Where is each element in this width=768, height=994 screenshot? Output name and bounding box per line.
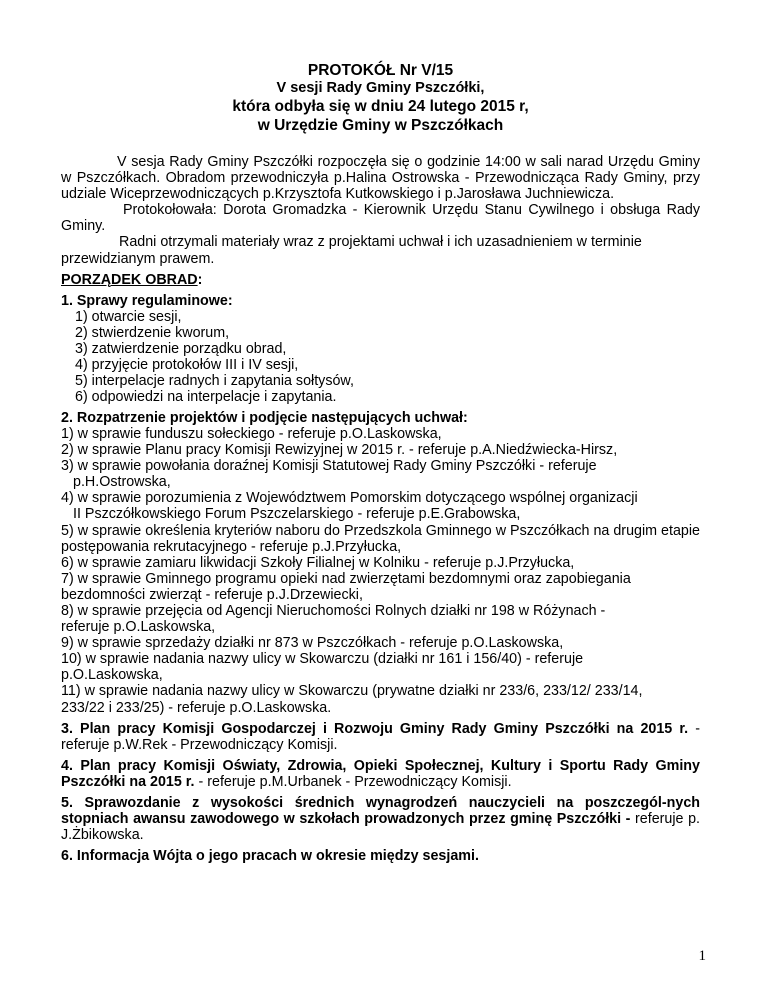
section-5-title: 5. Sprawozdanie z wysokości średnich wynagrodzeń nauczycieli na poszczegól-nych stopniach awansu zawodowego w szkołach prowadzonych przez gminę Pszczółki - xyxy=(61,795,700,828)
list-item: 3) zatwierdzenie porządku obrad, xyxy=(75,340,287,357)
agenda-section-6-title: 6. Informacja Wójta o jego pracach w okresie między sesjami. xyxy=(61,848,479,865)
list-item-continuation: p.H.Ostrowska, xyxy=(73,474,171,491)
agenda-heading-colon: : xyxy=(197,271,203,288)
list-item: 2) stwierdzenie kworum, xyxy=(75,324,230,341)
section-4-speaker: - referuje p.M.Urbanek - Przewodniczący Komisji. xyxy=(194,773,512,790)
list-item-continuation: referuje p.O.Laskowska, xyxy=(61,619,216,636)
section-4-title: 4. Plan pracy Komisji Oświaty, Zdrowia, Opieki Społecznej, Kultury i Sportu Rady Gminy Pszczółki na 2015 r. xyxy=(61,757,700,790)
list-item: 1) w sprawie funduszu sołeckiego - referuje p.O.Laskowska, xyxy=(61,425,442,442)
agenda-section-4 xyxy=(61,758,700,790)
list-item: 3) w sprawie powołania doraźnej Komisji Statutowej Rady Gminy Pszczółki - referuje xyxy=(61,458,597,475)
intro-paragraph: V sesja Rady Gminy Pszczółki rozpoczęła się o godzinie 14:00 w sali narad Urzędu Gminy w Pszczółkach. Obradom przewodniczyła p.Halina Ostrowska - Przewodnicząca Rady Gminy, przy udziale Wiceprzewodniczących p.Krzysztofa Kutkowskiego i p.Jarosława Juchniewicza. xyxy=(61,154,700,203)
agenda-heading-text: PORZĄDEK OBRAD xyxy=(61,271,198,288)
list-item: 4) przyjęcie protokołów III i IV sesji, xyxy=(75,356,299,373)
list-item-continuation: II Pszczółkowskiego Forum Pszczelarskiego - referuje p.E.Grabowska, xyxy=(73,506,521,523)
regulatory-items-list xyxy=(61,309,700,405)
list-item: 5) interpelacje radnych i zapytania sołtysów, xyxy=(75,372,354,389)
agenda-section-3 xyxy=(61,721,700,753)
list-item: 7) w sprawie Gminnego programu opieki nad zwierzętami bezdomnymi oraz zapobiegania xyxy=(61,570,631,587)
protocol-title: PROTOKÓŁ Nr V/15 xyxy=(307,62,454,79)
list-item: 1) otwarcie sesji, xyxy=(75,308,182,325)
list-item: 6) w sprawie zamiaru likwidacji Szkoły Filialnej w Kolniku - referuje p.J.Przyłucka, xyxy=(61,554,575,571)
list-item: 2) w sprawie Planu pracy Komisji Rewizyjnej w 2015 r. - referuje p.A.Niedźwiecka-Hirsz, xyxy=(61,442,618,459)
session-subtitle: V sesji Rady Gminy Pszczółki, xyxy=(276,80,485,96)
list-item: 8) w sprawie przejęcia od Agencji Nieruchomości Rolnych działki nr 198 w Różynach - xyxy=(61,602,606,619)
agenda-heading xyxy=(61,272,700,288)
list-item: 6) odpowiedzi na interpelacje i zapytania. xyxy=(75,388,337,405)
list-item: 10) w sprawie nadania nazwy ulicy w Skowarczu (działki nr 161 i 156/40) - referuje xyxy=(61,651,584,668)
list-item: 11) w sprawie nadania nazwy ulicy w Skowarczu (prywatne działki nr 233/6, 233/12/ 233/14, xyxy=(61,683,643,700)
session-date: która odbyła się w dniu 24 lutego 2015 r, xyxy=(232,98,529,115)
section-3-title: 3. Plan pracy Komisji Gospodarczej i Rozwoju Gminy Rady Gminy Pszczółki na 2015 r. xyxy=(61,720,689,737)
list-item: 9) w sprawie sprzedaży działki nr 873 w Pszczółkach - referuje p.O.Laskowska, xyxy=(61,635,564,652)
list-item-continuation: bezdomności zwierząt - referuje p.J.Drzewiecki, xyxy=(61,586,363,603)
list-item-continuation: 233/22 i 233/25) - referuje p.O.Laskowska. xyxy=(61,699,332,716)
list-item: 5) w sprawie określenia kryteriów naboru do Przedszkola Gminnego w Pszczółkach na drugim etapie postępowania rekrutacyjnego - referuje p.J.Przyłucka, xyxy=(61,522,700,555)
resolutions-list xyxy=(61,426,700,716)
agenda-section-2-title: 2. Rozpatrzenie projektów i podjęcie następujących uchwał: xyxy=(61,409,468,426)
agenda-section-1-title: 1. Sprawy regulaminowe: xyxy=(61,292,233,309)
section-5-speaker: referuje p. J.Żbikowska. xyxy=(61,811,700,844)
session-place: w Urzędzie Gminy w Pszczółkach xyxy=(257,117,504,134)
materials-note: Radni otrzymali materiały wraz z projektami uchwał i ich uzasadnieniem w terminie przewidzianym prawem. xyxy=(61,234,642,267)
page-number: 1 xyxy=(698,948,706,964)
minutes-taker: Protokołowała: Dorota Gromadzka - Kierownik Urzędu Stanu Cywilnego i obsługa Rady Gminy. xyxy=(61,202,700,235)
section-3-speaker: - referuje p.W.Rek - Przewodniczący Komisji. xyxy=(61,720,700,753)
list-item: 4) w sprawie porozumienia z Województwem Pomorskim dotyczącego wspólnej organizacji xyxy=(61,490,638,507)
list-item-continuation: p.O.Laskowska, xyxy=(61,667,163,684)
agenda-section-5 xyxy=(61,795,700,843)
